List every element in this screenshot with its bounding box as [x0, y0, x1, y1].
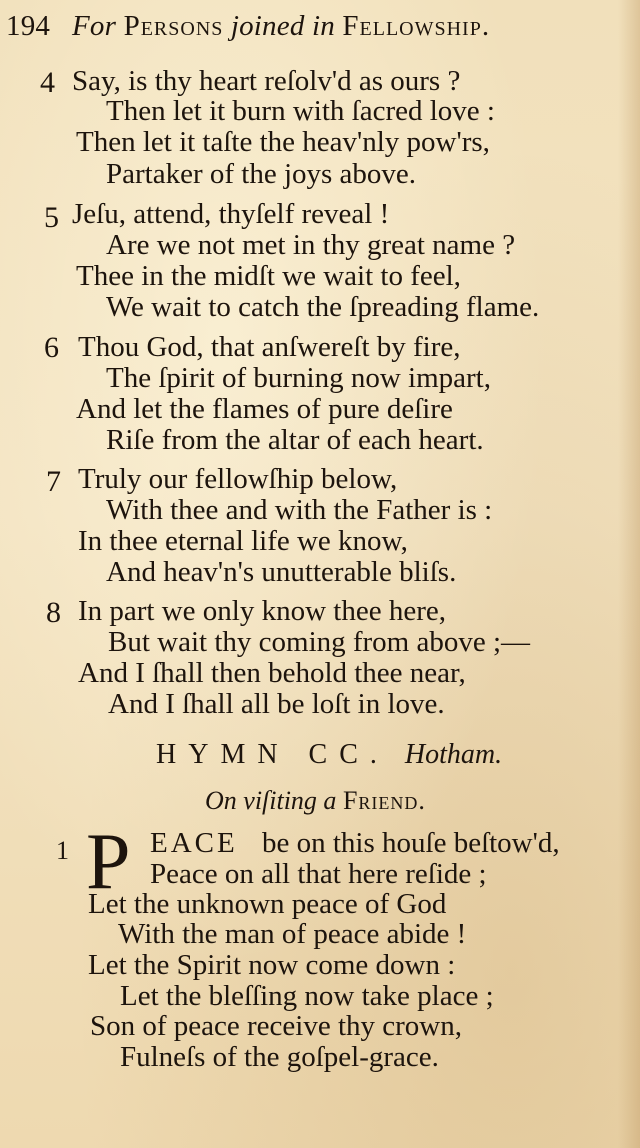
running-title-word: Fellowship.	[342, 10, 491, 42]
verse-line: And I ſhall then behold thee near,	[78, 657, 466, 689]
verse-line: Jeſu, attend, thyſelf reveal !	[72, 198, 390, 230]
verse-line: Peace on all that here reſide ;	[150, 858, 487, 890]
drop-cap: P	[86, 818, 131, 906]
verse-line: Let the Spirit now come down :	[88, 949, 456, 981]
verse-line: In thee eternal life we know,	[78, 525, 408, 557]
verse-line: Say, is thy heart reſolv'd as ours ?	[72, 65, 461, 97]
hymn-subtitle-text: On viſiting a	[205, 786, 337, 815]
verse-line: And let the flames of pure deſire	[76, 393, 453, 425]
verse-line: We wait to catch the ſpreading flame.	[106, 291, 540, 323]
hymn-tune: Hotham.	[404, 739, 503, 770]
page-edge-shadow	[618, 0, 640, 1148]
verse-line: Let the unknown peace of God	[88, 888, 447, 920]
running-title-word: Persons	[123, 10, 224, 42]
verse-line: With the man of peace abide !	[118, 918, 467, 950]
verse-line: The ſpirit of burning now impart,	[106, 362, 491, 394]
verse-line: Truly our fellowſhip below,	[78, 463, 398, 495]
running-title-word: For	[72, 10, 117, 42]
verse-line: And I ſhall all be loſt in love.	[108, 688, 445, 720]
verse-number: 4	[40, 66, 55, 99]
verse-number: 8	[46, 596, 61, 629]
verse-line: Then let it burn with ſacred love :	[106, 95, 495, 127]
verse-line: With thee and with the Father is :	[106, 494, 493, 526]
verse-number: 7	[46, 465, 61, 498]
verse-line: In part we only know thee here,	[78, 595, 447, 627]
running-head	[6, 10, 636, 46]
verse-line: And heav'n's unutterable bliſs.	[106, 556, 457, 588]
first-word-rest: EACE	[150, 827, 238, 859]
verse-line: Are we not met in thy great name ?	[106, 229, 516, 261]
verse-number: 6	[44, 331, 59, 364]
verse-line: Fulneſs of the goſpel-grace.	[120, 1041, 439, 1073]
verse-line: Son of peace receive thy crown,	[90, 1010, 463, 1042]
running-title-word: joined in	[230, 10, 335, 42]
verse-line: Partaker of the joys above.	[106, 158, 417, 190]
verse-number: 5	[44, 201, 59, 234]
verse-line: But wait thy coming from above ;—	[108, 626, 531, 658]
verse-line: Let the bleſſing now take place ;	[120, 980, 494, 1012]
verse-line: Thou God, that anſwereſt by fire,	[78, 331, 461, 363]
hymn-subtitle-name: Friend.	[342, 786, 426, 815]
verse-line: be on this houſe beſtow'd,	[262, 827, 560, 859]
verse-line: Riſe from the altar of each heart.	[106, 424, 484, 456]
page-number: 194	[6, 10, 51, 42]
verse-line: Then let it taſte the heav'nly pow'rs,	[76, 126, 490, 158]
hymn-heading	[156, 738, 502, 772]
verse-number: 1	[56, 836, 69, 865]
verse-line: Thee in the midſt we wait to feel,	[76, 260, 461, 292]
hymn-title: HYMN CC.	[156, 739, 389, 770]
running-title	[72, 10, 490, 43]
hymn-subtitle	[205, 784, 426, 818]
